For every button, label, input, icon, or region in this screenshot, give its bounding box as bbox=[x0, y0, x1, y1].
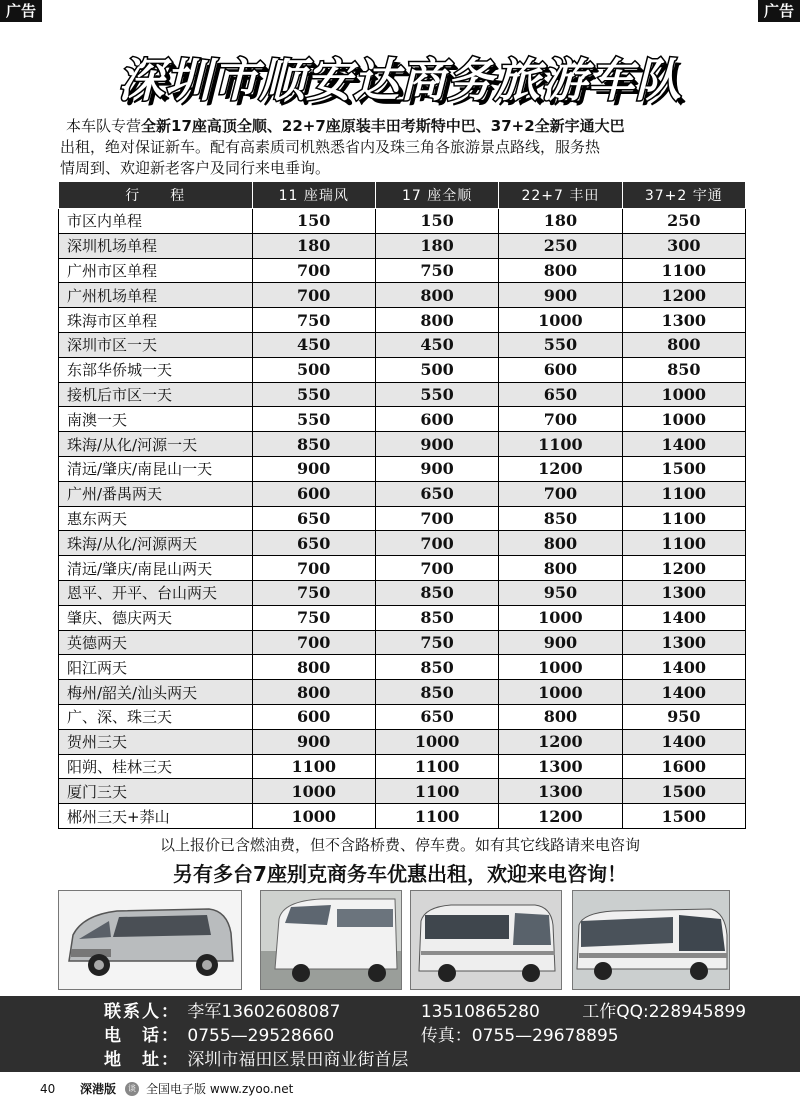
table-row bbox=[59, 308, 746, 333]
price-cell: 1100 bbox=[499, 432, 622, 457]
route-cell: 珠海/从化/河源一天 bbox=[59, 432, 253, 457]
price-table bbox=[58, 181, 746, 829]
price-cell: 1000 bbox=[499, 655, 622, 680]
price-table-body bbox=[59, 209, 746, 829]
route-cell: 广州/番禺两天 bbox=[59, 481, 253, 506]
table-row bbox=[59, 580, 746, 605]
price-cell: 950 bbox=[499, 580, 622, 605]
price-cell: 1400 bbox=[622, 655, 745, 680]
price-cell: 1000 bbox=[499, 680, 622, 705]
contact-mobile-2: 13510865280 bbox=[420, 1002, 540, 1022]
price-cell: 850 bbox=[622, 357, 745, 382]
route-cell: 郴州三天+莽山 bbox=[59, 804, 253, 829]
route-cell: 肇庆、德庆两天 bbox=[59, 605, 253, 630]
price-cell: 650 bbox=[499, 382, 622, 407]
price-cell: 1200 bbox=[499, 804, 622, 829]
table-row bbox=[59, 655, 746, 680]
price-cell: 750 bbox=[375, 630, 498, 655]
page-footer bbox=[0, 1078, 800, 1100]
price-cell: 250 bbox=[622, 209, 745, 234]
price-cell: 550 bbox=[252, 382, 375, 407]
website-link[interactable]: 全国电子版 www.zyoo.net bbox=[146, 1082, 294, 1096]
price-cell: 800 bbox=[375, 283, 498, 308]
table-row bbox=[59, 233, 746, 258]
table-row bbox=[59, 407, 746, 432]
buick-offer-note: 另有多台7座别克商务车优惠出租，欢迎来电咨询！ bbox=[173, 862, 627, 886]
price-cell: 1400 bbox=[622, 729, 745, 754]
route-cell: 珠海市区单程 bbox=[59, 308, 253, 333]
contact-label: 联系人： bbox=[104, 1002, 180, 1022]
contact-panel bbox=[0, 996, 800, 1072]
phone-label: 电 话： bbox=[104, 1026, 180, 1046]
table-row bbox=[59, 357, 746, 382]
price-cell: 800 bbox=[499, 704, 622, 729]
price-cell: 850 bbox=[375, 680, 498, 705]
price-cell: 1400 bbox=[622, 605, 745, 630]
route-cell: 广州市区单程 bbox=[59, 258, 253, 283]
price-cell: 600 bbox=[252, 704, 375, 729]
intro-prefix: 本车队专营 bbox=[66, 117, 142, 135]
route-cell: 梅州/韶关/汕头两天 bbox=[59, 680, 253, 705]
table-row bbox=[59, 605, 746, 630]
price-cell: 850 bbox=[375, 655, 498, 680]
contact-row-phone bbox=[104, 1024, 619, 1048]
intro-line-2: 出租，绝对保证新车。配有高素质司机熟悉省内及珠三角各旅游景点路线，服务热 bbox=[60, 138, 601, 156]
price-cell: 180 bbox=[375, 233, 498, 258]
route-cell: 广州机场单程 bbox=[59, 283, 253, 308]
table-header-row bbox=[59, 182, 746, 209]
intro-text bbox=[60, 116, 750, 179]
price-cell: 750 bbox=[252, 605, 375, 630]
route-cell: 清远/肇庆/南昆山一天 bbox=[59, 456, 253, 481]
table-row bbox=[59, 209, 746, 234]
table-row bbox=[59, 556, 746, 581]
vehicle-photos bbox=[58, 890, 730, 990]
contact-qq: 工作QQ:228945899 bbox=[582, 1002, 747, 1022]
price-cell: 1000 bbox=[499, 605, 622, 630]
price-cell: 1000 bbox=[252, 804, 375, 829]
price-cell: 750 bbox=[252, 308, 375, 333]
price-cell: 1100 bbox=[622, 258, 745, 283]
price-cell: 550 bbox=[499, 332, 622, 357]
table-row bbox=[59, 779, 746, 804]
price-cell: 700 bbox=[252, 556, 375, 581]
contact-fax: 传真：0755—29678895 bbox=[420, 1026, 619, 1046]
price-cell: 1100 bbox=[622, 506, 745, 531]
route-cell: 清远/肇庆/南昆山两天 bbox=[59, 556, 253, 581]
route-cell: 惠东两天 bbox=[59, 506, 253, 531]
table-row bbox=[59, 382, 746, 407]
price-cell: 600 bbox=[252, 481, 375, 506]
table-row bbox=[59, 704, 746, 729]
table-row bbox=[59, 332, 746, 357]
price-cell: 1400 bbox=[622, 680, 745, 705]
page-title: 深圳市顺安达商务旅游车队 bbox=[118, 53, 682, 107]
price-cell: 1100 bbox=[375, 754, 498, 779]
price-cell: 950 bbox=[622, 704, 745, 729]
route-cell: 珠海/从化/河源两天 bbox=[59, 531, 253, 556]
price-cell: 450 bbox=[375, 332, 498, 357]
edition-label: 深港版 bbox=[80, 1082, 117, 1096]
coach-photo bbox=[572, 890, 730, 990]
price-cell: 650 bbox=[375, 481, 498, 506]
price-cell: 700 bbox=[499, 481, 622, 506]
price-cell: 1300 bbox=[499, 779, 622, 804]
header-route: 行 程 bbox=[59, 182, 253, 209]
price-cell: 650 bbox=[252, 531, 375, 556]
price-cell: 1200 bbox=[622, 283, 745, 308]
price-cell: 800 bbox=[499, 258, 622, 283]
table-row bbox=[59, 258, 746, 283]
price-cell: 700 bbox=[375, 506, 498, 531]
table-row bbox=[59, 531, 746, 556]
price-cell: 1300 bbox=[499, 754, 622, 779]
contact-phone: 0755—29528660 bbox=[187, 1026, 335, 1046]
price-cell: 1100 bbox=[622, 481, 745, 506]
route-cell: 广、深、珠三天 bbox=[59, 704, 253, 729]
price-cell: 150 bbox=[375, 209, 498, 234]
price-cell: 500 bbox=[252, 357, 375, 382]
price-cell: 900 bbox=[499, 630, 622, 655]
price-cell: 550 bbox=[375, 382, 498, 407]
price-cell: 700 bbox=[252, 283, 375, 308]
route-cell: 南澳一天 bbox=[59, 407, 253, 432]
price-cell: 1200 bbox=[622, 556, 745, 581]
price-cell: 1200 bbox=[499, 729, 622, 754]
table-row bbox=[59, 432, 746, 457]
contact-row-address bbox=[104, 1048, 408, 1072]
price-cell: 1300 bbox=[622, 630, 745, 655]
price-cell: 1500 bbox=[622, 779, 745, 804]
table-row bbox=[59, 481, 746, 506]
price-cell: 900 bbox=[375, 456, 498, 481]
route-cell: 深圳机场单程 bbox=[59, 233, 253, 258]
table-row bbox=[59, 729, 746, 754]
route-cell: 英德两天 bbox=[59, 630, 253, 655]
price-cell: 650 bbox=[375, 704, 498, 729]
price-cell: 900 bbox=[375, 432, 498, 457]
price-cell: 700 bbox=[375, 556, 498, 581]
price-cell: 850 bbox=[375, 580, 498, 605]
minibus-photo bbox=[260, 890, 402, 990]
price-cell: 700 bbox=[252, 630, 375, 655]
route-cell: 东部华侨城一天 bbox=[59, 357, 253, 382]
price-cell: 1000 bbox=[499, 308, 622, 333]
price-cell: 800 bbox=[622, 332, 745, 357]
table-row bbox=[59, 456, 746, 481]
price-cell: 450 bbox=[252, 332, 375, 357]
price-cell: 800 bbox=[499, 556, 622, 581]
price-cell: 900 bbox=[252, 456, 375, 481]
price-cell: 1000 bbox=[375, 729, 498, 754]
price-cell: 850 bbox=[499, 506, 622, 531]
price-cell: 1100 bbox=[622, 531, 745, 556]
route-cell: 阳江两天 bbox=[59, 655, 253, 680]
header-37-seat: 37+2 宇通 bbox=[622, 182, 745, 209]
header-22-seat: 22+7 丰田 bbox=[499, 182, 622, 209]
price-cell: 800 bbox=[252, 680, 375, 705]
price-cell: 1000 bbox=[622, 407, 745, 432]
price-cell: 1100 bbox=[252, 754, 375, 779]
price-cell: 300 bbox=[622, 233, 745, 258]
price-cell: 500 bbox=[375, 357, 498, 382]
price-cell: 250 bbox=[499, 233, 622, 258]
header-17-seat: 17 座全顺 bbox=[375, 182, 498, 209]
route-cell: 接机后市区一天 bbox=[59, 382, 253, 407]
price-cell: 900 bbox=[252, 729, 375, 754]
price-cell: 850 bbox=[252, 432, 375, 457]
route-cell: 贺州三天 bbox=[59, 729, 253, 754]
price-cell: 1000 bbox=[622, 382, 745, 407]
price-cell: 800 bbox=[252, 655, 375, 680]
price-cell: 1000 bbox=[252, 779, 375, 804]
table-row bbox=[59, 680, 746, 705]
price-cell: 700 bbox=[252, 258, 375, 283]
route-cell: 阳朔、桂林三天 bbox=[59, 754, 253, 779]
price-cell: 800 bbox=[499, 531, 622, 556]
price-cell: 1500 bbox=[622, 456, 745, 481]
route-cell: 深圳市区一天 bbox=[59, 332, 253, 357]
price-cell: 900 bbox=[499, 283, 622, 308]
header-11-seat: 11 座瑞风 bbox=[252, 182, 375, 209]
price-cell: 700 bbox=[375, 531, 498, 556]
price-cell: 650 bbox=[252, 506, 375, 531]
pricing-note: 以上报价已含燃油费，但不含路桥费、停车费。如有其它线路请来电咨询 bbox=[159, 836, 640, 854]
address-label: 地 址： bbox=[104, 1050, 180, 1070]
price-cell: 800 bbox=[375, 308, 498, 333]
intro-line-3: 情周到、欢迎新老客户及同行来电垂询。 bbox=[60, 159, 331, 177]
price-cell: 1100 bbox=[375, 779, 498, 804]
contact-row-person bbox=[104, 1000, 746, 1024]
price-cell: 750 bbox=[375, 258, 498, 283]
ad-tag-left: 广告 bbox=[0, 0, 42, 22]
price-cell: 1400 bbox=[622, 432, 745, 457]
price-cell: 700 bbox=[499, 407, 622, 432]
intro-highlight: 全新17座高顶全顺、22+7座原装丰田考斯特中巴、37+2全新宇通大巴 bbox=[141, 117, 625, 135]
route-cell: 市区内单程 bbox=[59, 209, 253, 234]
contact-address: 深圳市福田区景田商业街首层 bbox=[187, 1050, 409, 1070]
price-cell: 1300 bbox=[622, 580, 745, 605]
page-number: 40 bbox=[40, 1082, 56, 1096]
price-cell: 600 bbox=[375, 407, 498, 432]
coaster-photo bbox=[410, 890, 562, 990]
price-cell: 1100 bbox=[375, 804, 498, 829]
table-row bbox=[59, 804, 746, 829]
price-cell: 1500 bbox=[622, 804, 745, 829]
price-cell: 600 bbox=[499, 357, 622, 382]
price-cell: 180 bbox=[499, 209, 622, 234]
table-row bbox=[59, 630, 746, 655]
price-cell: 750 bbox=[252, 580, 375, 605]
price-cell: 1600 bbox=[622, 754, 745, 779]
price-cell: 180 bbox=[252, 233, 375, 258]
table-row bbox=[59, 754, 746, 779]
table-row bbox=[59, 283, 746, 308]
price-cell: 1200 bbox=[499, 456, 622, 481]
price-cell: 550 bbox=[252, 407, 375, 432]
route-cell: 恩平、开平、台山两天 bbox=[59, 580, 253, 605]
price-cell: 1300 bbox=[622, 308, 745, 333]
price-cell: 150 bbox=[252, 209, 375, 234]
price-cell: 850 bbox=[375, 605, 498, 630]
ad-tag-right: 广告 bbox=[758, 0, 800, 22]
magazine-logo-icon: 谈 bbox=[125, 1082, 139, 1096]
van-photo bbox=[58, 890, 242, 990]
contact-person-phone: 李军13602608087 bbox=[187, 1002, 341, 1022]
table-row bbox=[59, 506, 746, 531]
route-cell: 厦门三天 bbox=[59, 779, 253, 804]
